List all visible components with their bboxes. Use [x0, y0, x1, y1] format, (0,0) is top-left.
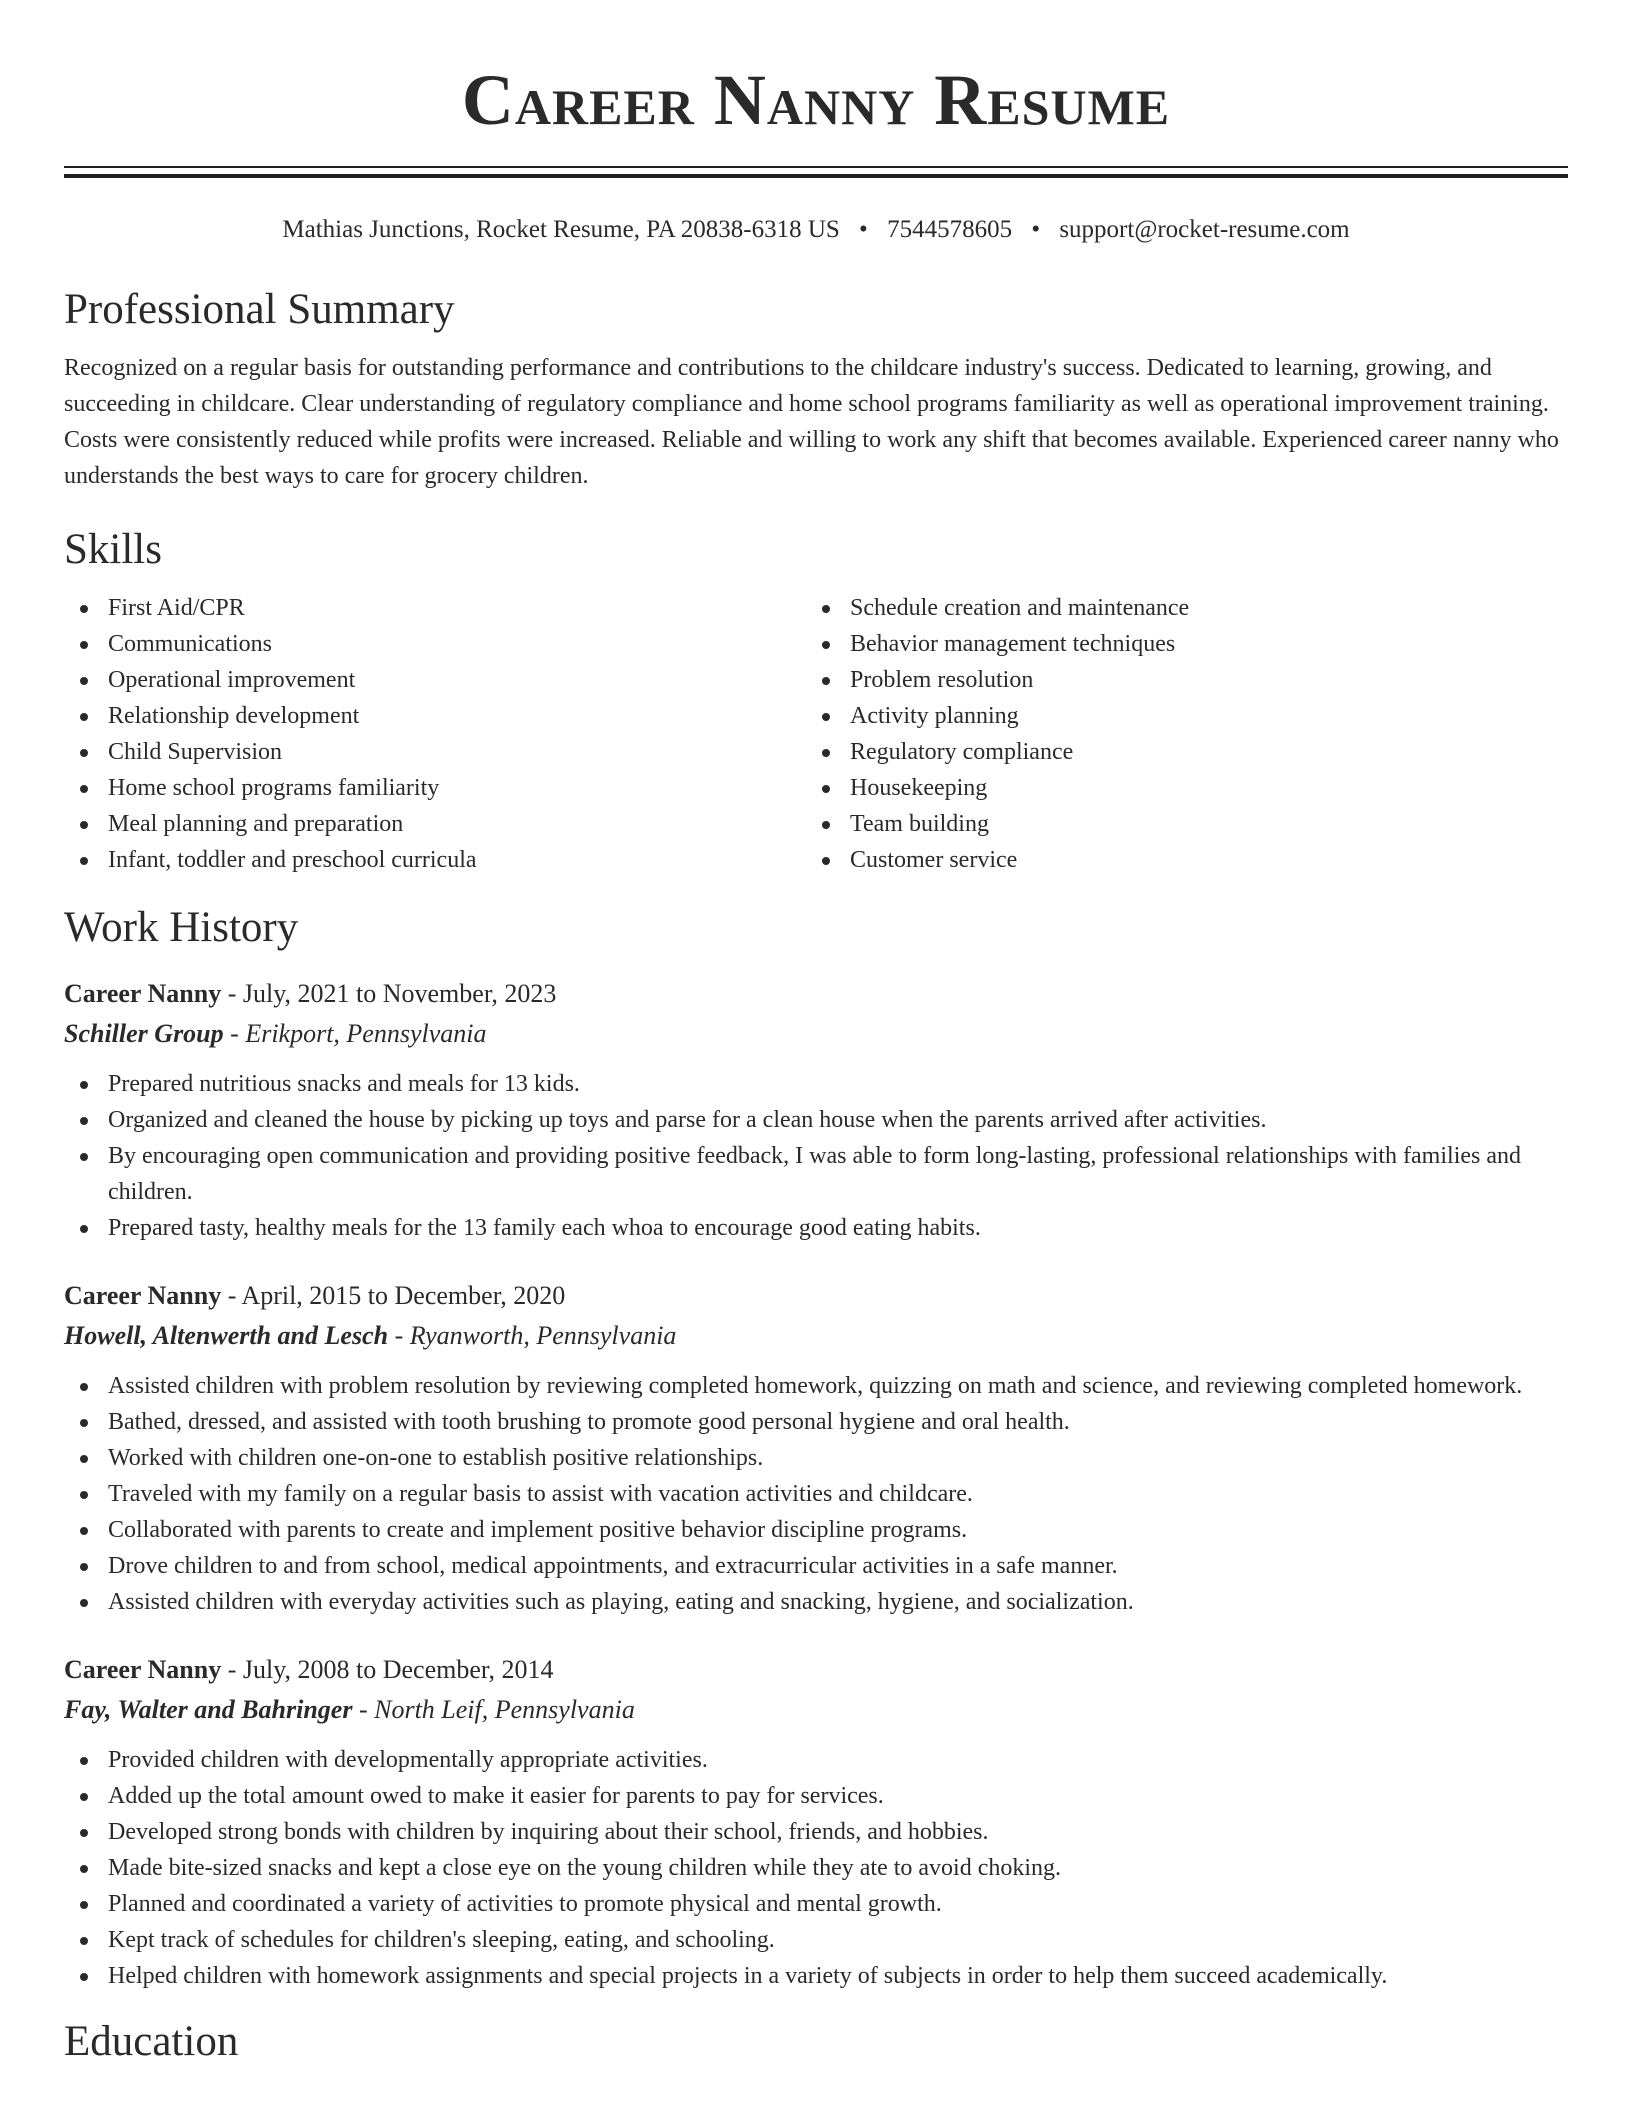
job-bullet: Assisted children with everyday activities such as playing, eating and snacking, hygiene, and socialization.: [64, 1584, 1568, 1620]
skill-item: Behavior management techniques: [806, 626, 1548, 662]
job-dates: - July, 2008 to December, 2014: [221, 1655, 554, 1684]
skill-item: Team building: [806, 806, 1548, 842]
job-entry: [64, 974, 1568, 1246]
skill-item: Home school programs familiarity: [64, 770, 806, 806]
skill-item: Regulatory compliance: [806, 734, 1548, 770]
skill-item: Communications: [64, 626, 806, 662]
skill-item: Housekeeping: [806, 770, 1548, 806]
job-bullet: Assisted children with problem resolution by reviewing completed homework, quizzing on math and science, and reviewing completed homework.: [64, 1368, 1568, 1404]
contact-address: Mathias Junctions, Rocket Resume, PA 20838-6318 US: [282, 216, 840, 243]
job-title-line: [64, 974, 1568, 1014]
resume-title: Career Nanny Resume: [461, 60, 1171, 140]
job-company: Howell, Altenwerth and Lesch: [64, 1321, 389, 1350]
skill-item: Meal planning and preparation: [64, 806, 806, 842]
job-company: Fay, Walter and Bahringer: [64, 1695, 353, 1724]
job-bullet: Traveled with my family on a regular basis to assist with vacation activities and childcare.: [64, 1476, 1568, 1512]
job-title: Career Nanny: [64, 1281, 222, 1310]
job-title-line: [64, 1276, 1568, 1316]
skill-item: Problem resolution: [806, 662, 1548, 698]
skill-item: Customer service: [806, 842, 1548, 878]
job-bullet: Worked with children one-on-one to establish positive relationships.: [64, 1440, 1568, 1476]
job-bullets: [64, 1368, 1568, 1620]
job-bullet: Collaborated with parents to create and implement positive behavior discipline programs.: [64, 1512, 1568, 1548]
job-company-line: [64, 1690, 1568, 1730]
contact-email: support@rocket-resume.com: [1059, 216, 1350, 243]
job-location: - Erikport, Pennsylvania: [223, 1019, 487, 1048]
resume-page: [64, 0, 1568, 2068]
job-bullet: Helped children with homework assignments and special projects in a variety of subjects in order to help them succeed academically.: [64, 1958, 1568, 1994]
job-bullet: Added up the total amount owed to make it easier for parents to pay for services.: [64, 1778, 1568, 1814]
job-title-line: [64, 1650, 1568, 1690]
job-bullet: Provided children with developmentally appropriate activities.: [64, 1742, 1568, 1778]
skills-list-left: [64, 590, 806, 878]
job-company: Schiller Group: [64, 1019, 224, 1048]
job-location: - Ryanworth, Pennsylvania: [388, 1321, 677, 1350]
contact-phone: 7544578605: [887, 216, 1013, 243]
job-bullet: Made bite-sized snacks and kept a close eye on the young children while they ate to avoid choking.: [64, 1850, 1568, 1886]
job-bullet: Planned and coordinated a variety of activities to promote physical and mental growth.: [64, 1886, 1568, 1922]
skill-item: Child Supervision: [64, 734, 806, 770]
summary-heading: Professional Summary: [64, 286, 455, 333]
summary-text: Recognized on a regular basis for outstanding performance and contributions to the childcare industry's success. Dedicated to learning, growing, and succeeding in childcare. Clear understanding of regulatory compliance and home school programs familiarity as well as operational improvement training. Costs were consistently reduced while profits were increased. Reliable and willing to work any shift that becomes available. Experienced career nanny who understands the best ways to care for grocery children.: [64, 355, 1559, 489]
job-bullet: Organized and cleaned the house by picking up toys and parse for a clean house when the parents arrived after activities.: [64, 1102, 1568, 1138]
job-entry: [64, 1650, 1568, 1994]
contact-line: [64, 214, 1568, 246]
job-dates: - April, 2015 to December, 2020: [221, 1281, 566, 1310]
job-bullet: Prepared tasty, healthy meals for the 13 family each whoa to encourage good eating habits.: [64, 1210, 1568, 1246]
job-entry: [64, 1276, 1568, 1620]
education-heading: Education: [64, 2018, 239, 2065]
work-history-heading: Work History: [64, 904, 299, 951]
job-company-line: [64, 1316, 1568, 1356]
contact-separator: •: [859, 216, 868, 243]
job-bullets: [64, 1066, 1568, 1246]
title-double-rule: [64, 166, 1568, 178]
skill-item: Activity planning: [806, 698, 1548, 734]
job-location: - North Leif, Pennsylvania: [352, 1695, 635, 1724]
job-bullet: By encouraging open communication and providing positive feedback, I was able to form long-lasting, professional relationships with families and children.: [64, 1138, 1568, 1210]
job-title: Career Nanny: [64, 1655, 222, 1684]
skill-item: Infant, toddler and preschool curricula: [64, 842, 806, 878]
job-bullet: Bathed, dressed, and assisted with tooth brushing to promote good personal hygiene and oral health.: [64, 1404, 1568, 1440]
skill-item: Relationship development: [64, 698, 806, 734]
job-bullet: Kept track of schedules for children's sleeping, eating, and schooling.: [64, 1922, 1568, 1958]
job-dates: - July, 2021 to November, 2023: [221, 979, 557, 1008]
job-bullet: Drove children to and from school, medical appointments, and extracurricular activities in a safe manner.: [64, 1548, 1568, 1584]
skills-heading: Skills: [64, 526, 162, 573]
skill-item: Operational improvement: [64, 662, 806, 698]
skills-list-right: [806, 590, 1548, 878]
job-bullet: Developed strong bonds with children by inquiring about their school, friends, and hobbies.: [64, 1814, 1568, 1850]
skill-item: First Aid/CPR: [64, 590, 806, 626]
job-title: Career Nanny: [64, 979, 222, 1008]
job-bullet: Prepared nutritious snacks and meals for 13 kids.: [64, 1066, 1568, 1102]
job-bullets: [64, 1742, 1568, 1994]
skill-item: Schedule creation and maintenance: [806, 590, 1548, 626]
skills-columns: [64, 590, 1568, 878]
job-company-line: [64, 1014, 1568, 1054]
contact-separator: •: [1031, 216, 1041, 243]
